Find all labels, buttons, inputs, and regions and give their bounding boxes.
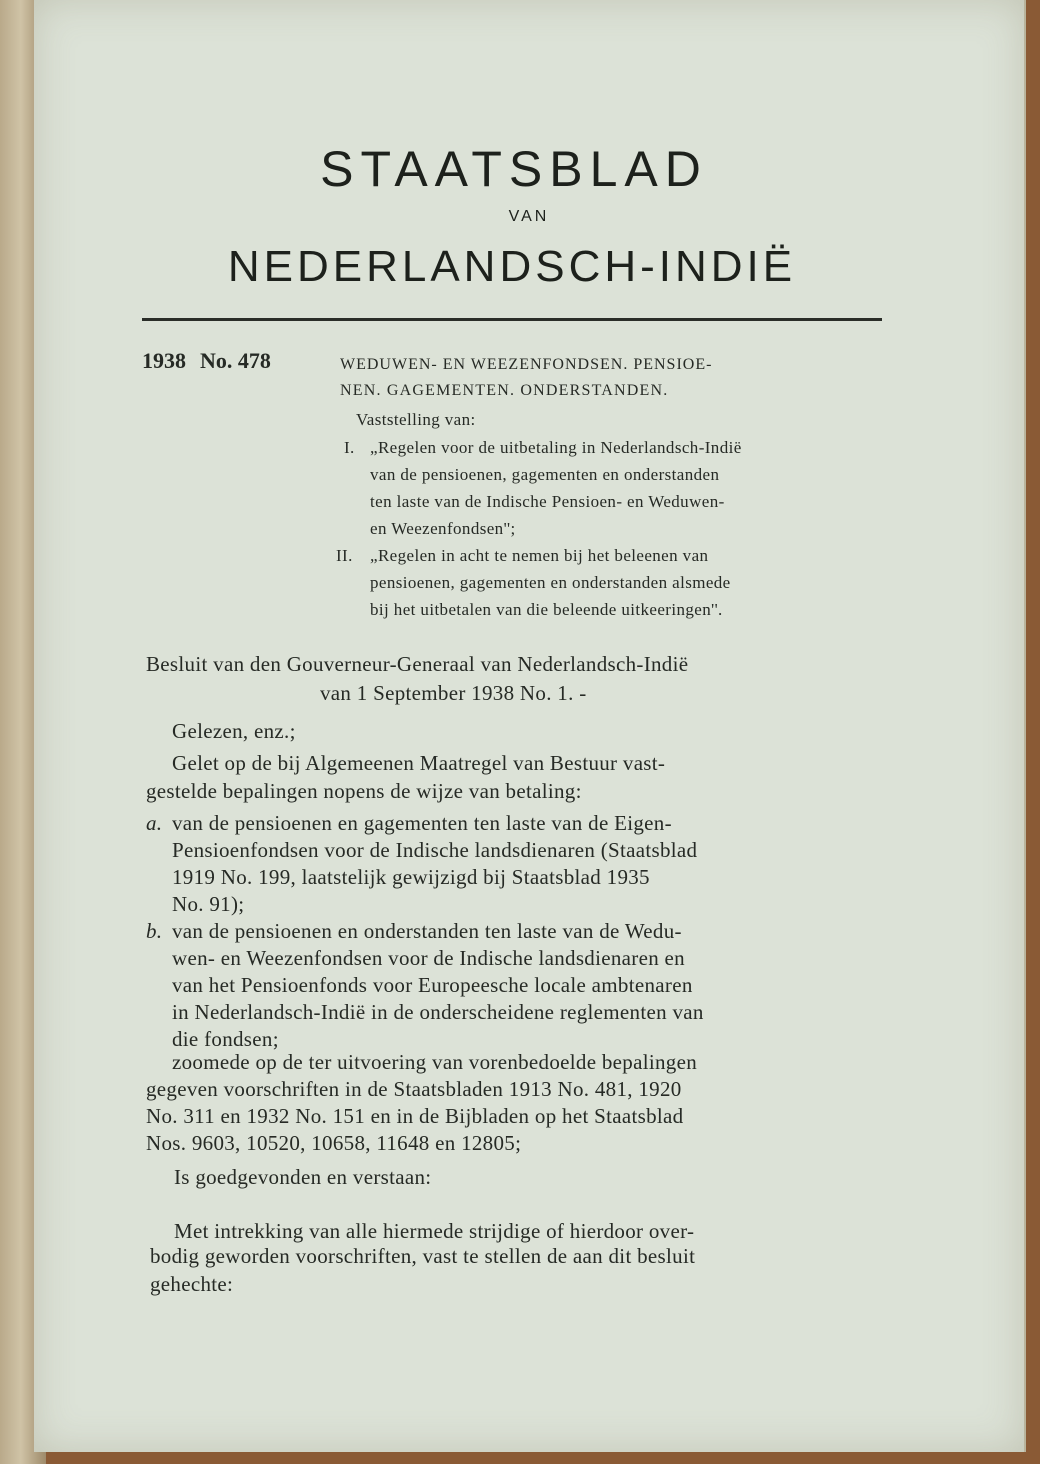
document-page (34, 0, 1026, 1452)
zoomede-line: gegeven voorschriften in de Staatsbladen 1913 No. 481, 1920 (146, 1077, 682, 1101)
entry-item-line: ten laste van de Indische Pensioen- en Weduwen- (370, 492, 725, 511)
clause-line: 1919 No. 199, laatstelijk gewijzigd bij Staatsblad 1935 (172, 865, 650, 889)
zoomede-line: zoomede op de ter uitvoering van vorenbedoelde bepalingen (172, 1050, 697, 1074)
entry-item-marker: II. (336, 546, 353, 565)
header-rule (142, 318, 882, 321)
entry-item-line: „Regelen voor de uitbetaling in Nederlandsch-Indië (370, 438, 742, 457)
clause-line: van het Pensioenfonds voor Europeesche locale ambtenaren (172, 973, 693, 997)
entry-item-line: van de pensioenen, gagementen en onderstanden (370, 465, 720, 484)
clause-line: Pensioenfondsen voor de Indische landsdienaren (Staatsblad (172, 838, 698, 862)
decree-gelezen: Gelezen, enz.; (172, 719, 296, 743)
intrekking-line: Met intrekking van alle hiermede strijdige of hierdoor over- (174, 1219, 695, 1243)
zoomede-line: No. 311 en 1932 No. 151 en in de Bijbladen op het Staatsblad (146, 1104, 684, 1128)
clause-line: No. 91); (172, 892, 245, 916)
entry-subject-line: NEN. GAGEMENTEN. ONDERSTANDEN. (340, 382, 669, 399)
zoomede-line: Nos. 9603, 10520, 10658, 11648 en 12805; (146, 1131, 522, 1155)
clause-marker: a. (146, 811, 163, 835)
clause-line: van de pensioenen en gagementen ten laste van de Eigen- (172, 811, 672, 835)
decree-gelet-line: Gelet op de bij Algemeenen Maatregel van Bestuur vast- (172, 751, 666, 775)
entry-item-line: bij het uitbetalen van die beleende uitkeeringen''. (370, 600, 723, 619)
masthead-van: VAN (508, 208, 550, 225)
entry-number (142, 348, 271, 374)
clause-line: van de pensioenen en onderstanden ten laste van de Wedu- (172, 919, 682, 943)
clause-line: wen- en Weezenfondsen voor de Indische landsdienaren en (172, 946, 685, 970)
entry-intro: Vaststelling van: (356, 410, 476, 429)
intrekking-line: gehechte: (150, 1272, 234, 1296)
entry-year: 1938 (142, 348, 186, 373)
entry-item-line: en Weezenfondsen''; (370, 519, 516, 538)
clause-marker: b. (146, 919, 163, 943)
entry-item-line: „Regelen in acht te nemen bij het beleenen van (370, 546, 709, 565)
decree-heading: Besluit van den Gouverneur-Generaal van Nederlandsch-Indië (146, 652, 689, 676)
masthead-title: STAATSBLAD (320, 141, 708, 197)
clause-line: die fondsen; (172, 1027, 279, 1051)
clause-line: in Nederlandsch-Indië in de onderscheidene reglementen van (172, 1000, 704, 1024)
intrekking-line: bodig geworden voorschriften, vast te stellen de aan dit besluit (150, 1244, 696, 1268)
masthead-country: NEDERLANDSCH-INDIË (227, 242, 797, 291)
entry-item-marker: I. (344, 438, 355, 457)
entry-item-line: pensioenen, gagementen en onderstanden alsmede (370, 573, 731, 592)
entry-subject-line: WEDUWEN- EN WEEZENFONDSEN. PENSIOE- (340, 356, 713, 373)
entry-no: No. 478 (200, 348, 271, 373)
decree-goedgevonden: Is goedgevonden en verstaan: (174, 1165, 432, 1189)
decree-gelet-line: gestelde bepalingen nopens de wijze van betaling: (146, 779, 582, 803)
decree-heading: van 1 September 1938 No. 1. - (320, 681, 587, 705)
